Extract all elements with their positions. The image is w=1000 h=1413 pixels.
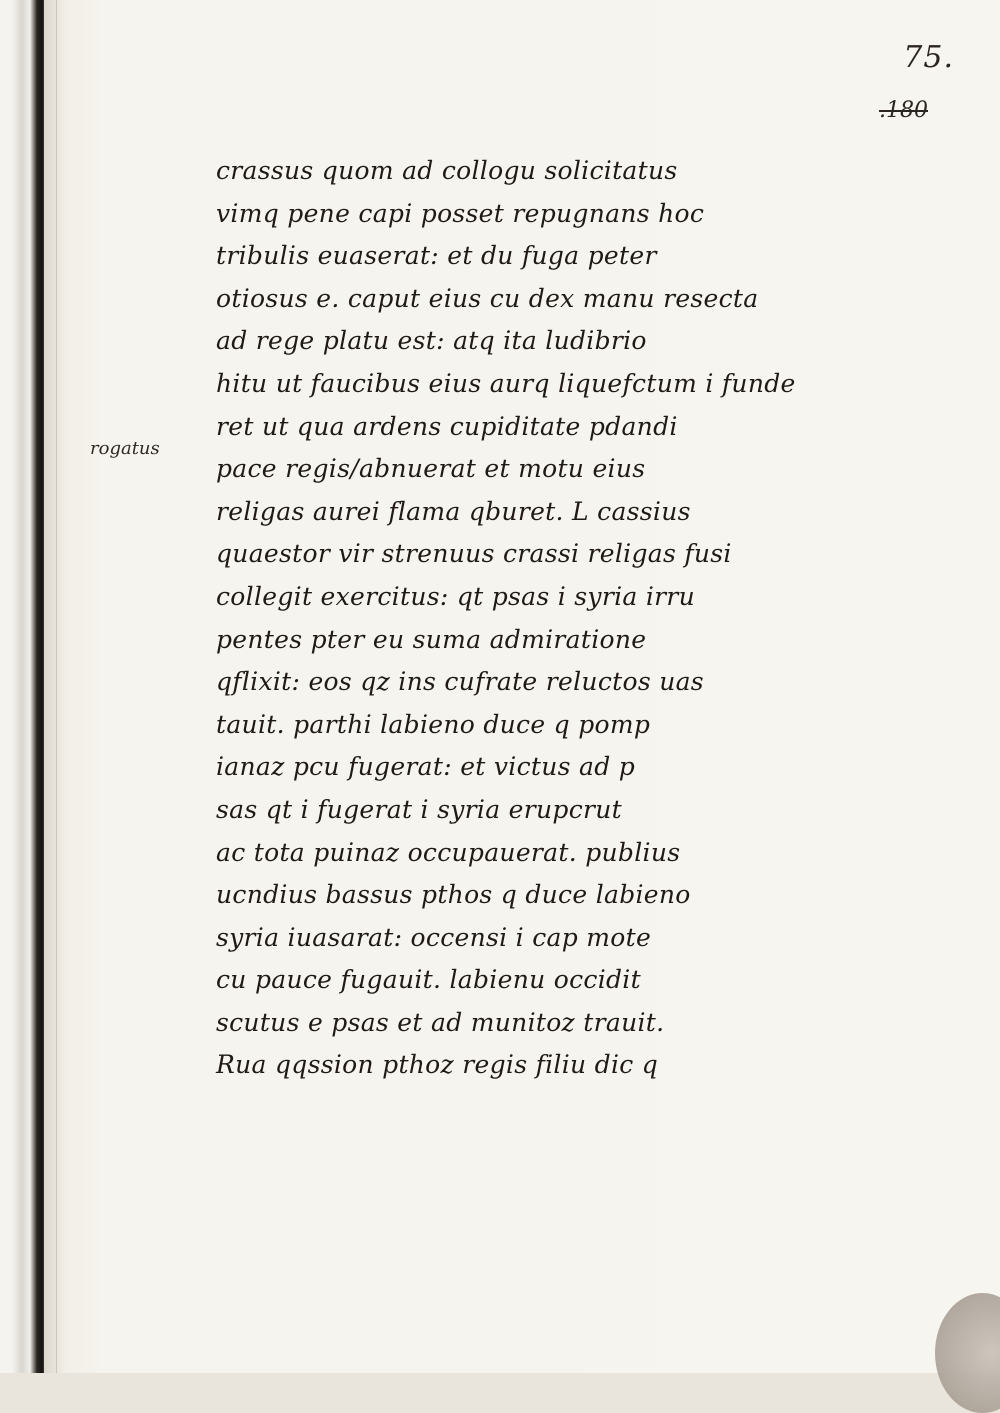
text-line: ret ut qua ardens cupiditate pdandi (216, 411, 678, 441)
text-line: syria iuasarat: occensi i cap mote (216, 922, 652, 952)
text-line: quaestor vir strenuus crassi religas fusi (216, 539, 732, 569)
text-line: pace regis/abnuerat et motu eius (216, 454, 646, 484)
text-line: hitu ut faucibus eius aurq liquefctum i funde (216, 368, 796, 398)
text-line: otiosus e. caput eius cu dex manu resecta (216, 283, 759, 313)
page-edge-line (56, 0, 57, 1373)
text-line: tribulis euaserat: et du fuga peter (216, 241, 657, 271)
text-line: Rua qqssion pthoz regis filiu dic q (216, 1050, 659, 1080)
margin-note: rogatus (90, 438, 160, 459)
old-folio-number: .180 (879, 98, 928, 123)
text-line: cu pauce fugauit. labienu occidit (216, 965, 641, 995)
text-line: tauit. parthi labieno duce q pomp (216, 709, 651, 739)
text-line: pentes pter eu suma admiratione (216, 624, 647, 654)
text-line: vimq pene capi posset repugnans hoc (216, 198, 705, 228)
binding-gutter (0, 0, 44, 1373)
text-line: collegit exercitus: qt psas i syria irru (216, 581, 696, 611)
text-line: crassus quom ad collogu solicitatus (216, 156, 678, 185)
text-line: religas aurei flama qburet. L cassius (216, 496, 691, 526)
text-line: qflixit: eos qz ins cufrate reluctos uas (216, 667, 704, 697)
text-line: ad rege platu est: atq ita ludibrio (216, 326, 647, 356)
text-line: scutus e psas et ad munitoz trauit. (216, 1007, 665, 1037)
folio-number: 75. (903, 40, 954, 75)
text-line: ucndius bassus pthos q duce labieno (216, 880, 691, 910)
manuscript-text-block (216, 150, 806, 1087)
thumb-shadow (935, 1293, 1000, 1413)
text-line: ianaz pcu fugerat: et victus ad p (216, 752, 636, 782)
text-line: sas qt i fugerat i syria erupcrut (216, 794, 622, 824)
text-line: ac tota puinaz occupauerat. publius (216, 837, 681, 867)
